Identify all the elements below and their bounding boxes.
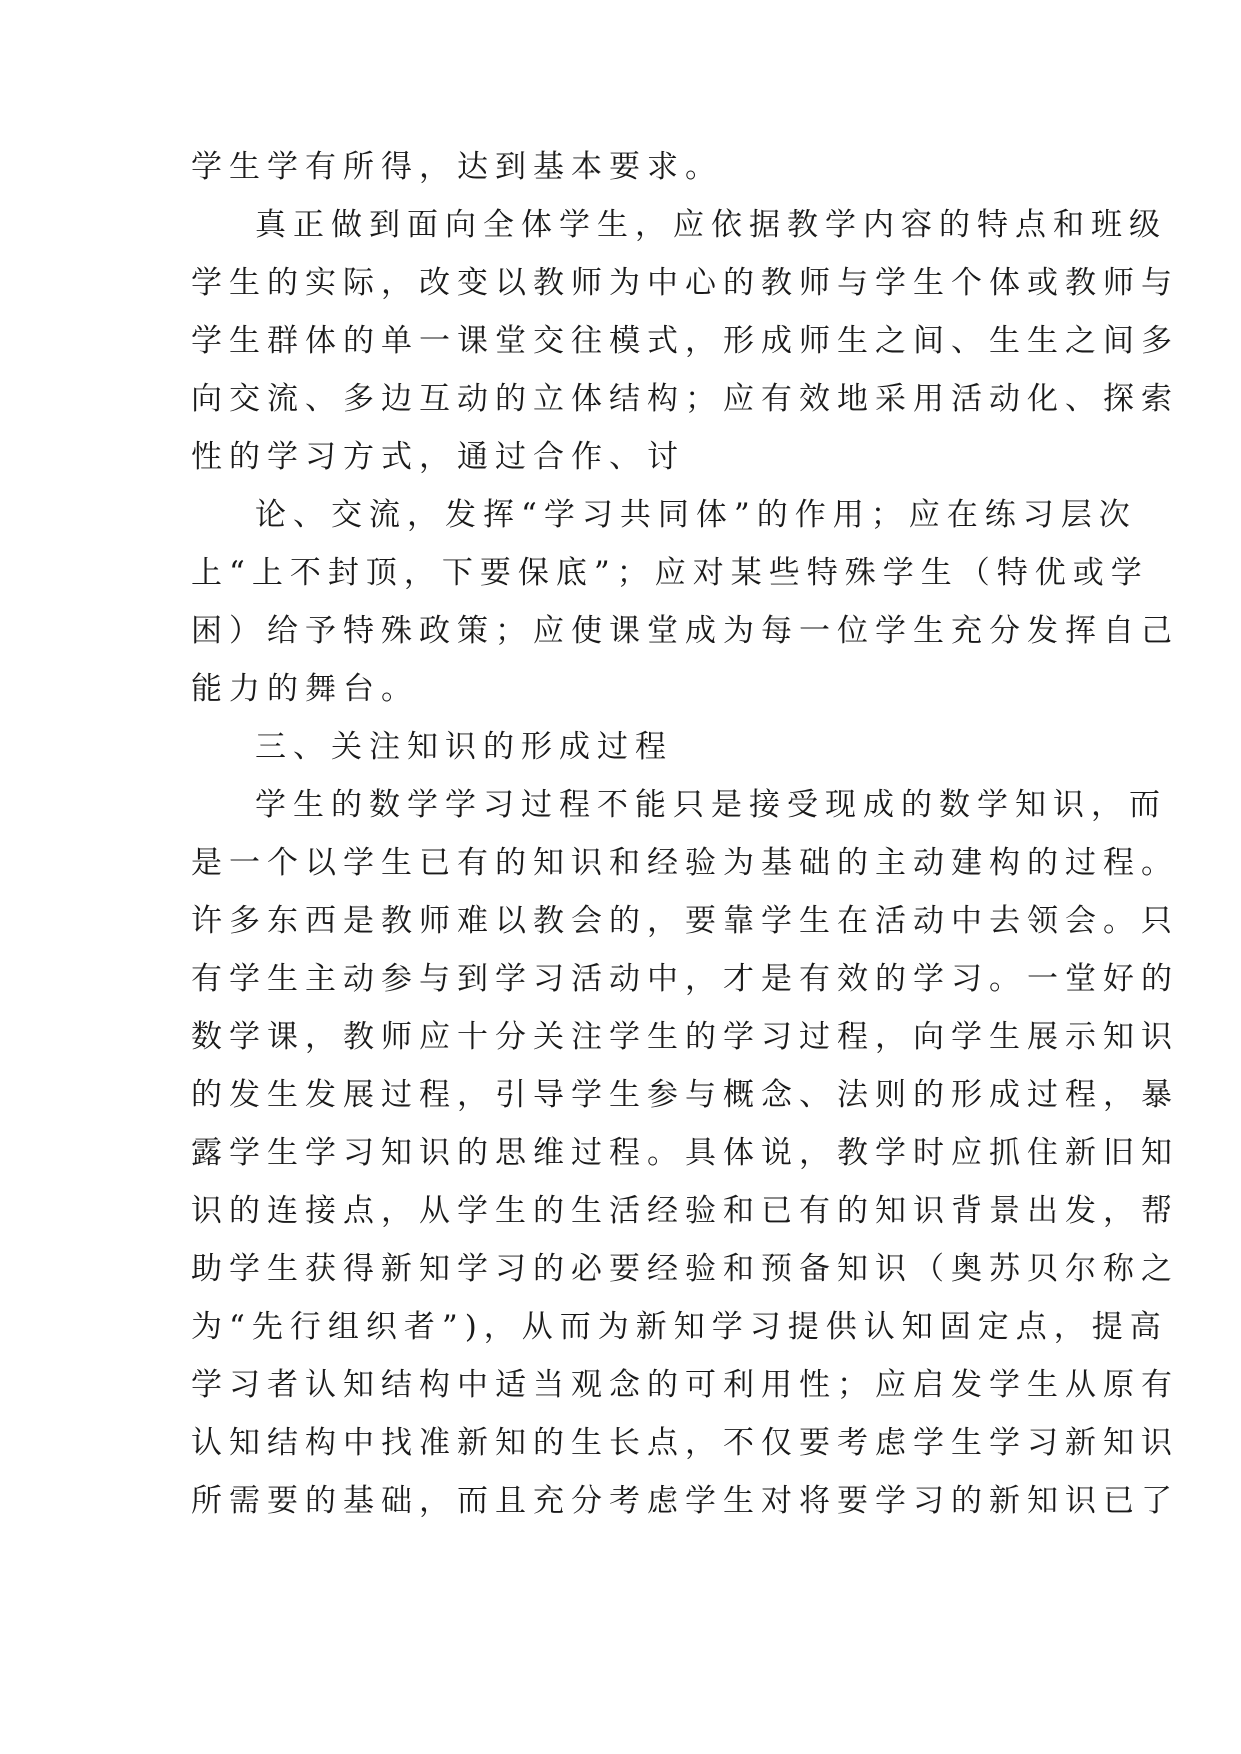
text-line: 为“先行组织者”)，从而为新知学习提供认知固定点，提高: [191, 1309, 1168, 1345]
section-heading: 三、关注知识的形成过程: [255, 729, 673, 765]
paragraph-start-line: 论、交流，发挥“学习共同体”的作用；应在练习层次: [255, 497, 1137, 533]
text-line: 有学生主动参与到学习活动中，才是有效的学习。一堂好的: [191, 961, 1179, 997]
text-line: 识的连接点，从学生的生活经验和已有的知识背景出发，帮: [191, 1193, 1179, 1229]
text-line: 困）给予特殊政策；应使课堂成为每一位学生充分发挥自己: [191, 613, 1179, 649]
text-line: 所需要的基础，而且充分考虑学生对将要学习的新知识已了: [191, 1483, 1179, 1519]
text-line: 上“上不封顶，下要保底”；应对某些特殊学生（特优或学: [191, 555, 1149, 591]
text-line: 学生学有所得，达到基本要求。: [191, 149, 723, 185]
paragraph-start-line: 真正做到面向全体学生，应依据教学内容的特点和班级: [255, 207, 1167, 243]
text-line: 助学生获得新知学习的必要经验和预备知识（奥苏贝尔称之: [191, 1251, 1179, 1287]
text-line: 学生群体的单一课堂交往模式，形成师生之间、生生之间多: [191, 323, 1179, 359]
text-line: 学生的实际，改变以教师为中心的教师与学生个体或教师与: [191, 265, 1179, 301]
text-line: 数学课，教师应十分关注学生的学习过程，向学生展示知识: [191, 1019, 1179, 1055]
text-line: 露学生学习知识的思维过程。具体说，教学时应抓住新旧知: [191, 1135, 1179, 1171]
text-line: 性的学习方式，通过合作、讨: [191, 439, 685, 475]
text-line: 的发生发展过程，引导学生参与概念、法则的形成过程，暴: [191, 1077, 1179, 1113]
text-line: 能力的舞台。: [191, 671, 419, 707]
text-line: 许多东西是教师难以教会的，要靠学生在活动中去领会。只: [191, 903, 1179, 939]
text-line: 认知结构中找准新知的生长点，不仅要考虑学生学习新知识: [191, 1425, 1179, 1461]
text-line: 学习者认知结构中适当观念的可利用性；应启发学生从原有: [191, 1367, 1179, 1403]
text-line: 向交流、多边互动的立体结构；应有效地采用活动化、探索: [191, 381, 1179, 417]
text-line: 是一个以学生已有的知识和经验为基础的主动建构的过程。: [191, 845, 1179, 881]
paragraph-start-line: 学生的数学学习过程不能只是接受现成的数学知识，而: [255, 787, 1167, 823]
